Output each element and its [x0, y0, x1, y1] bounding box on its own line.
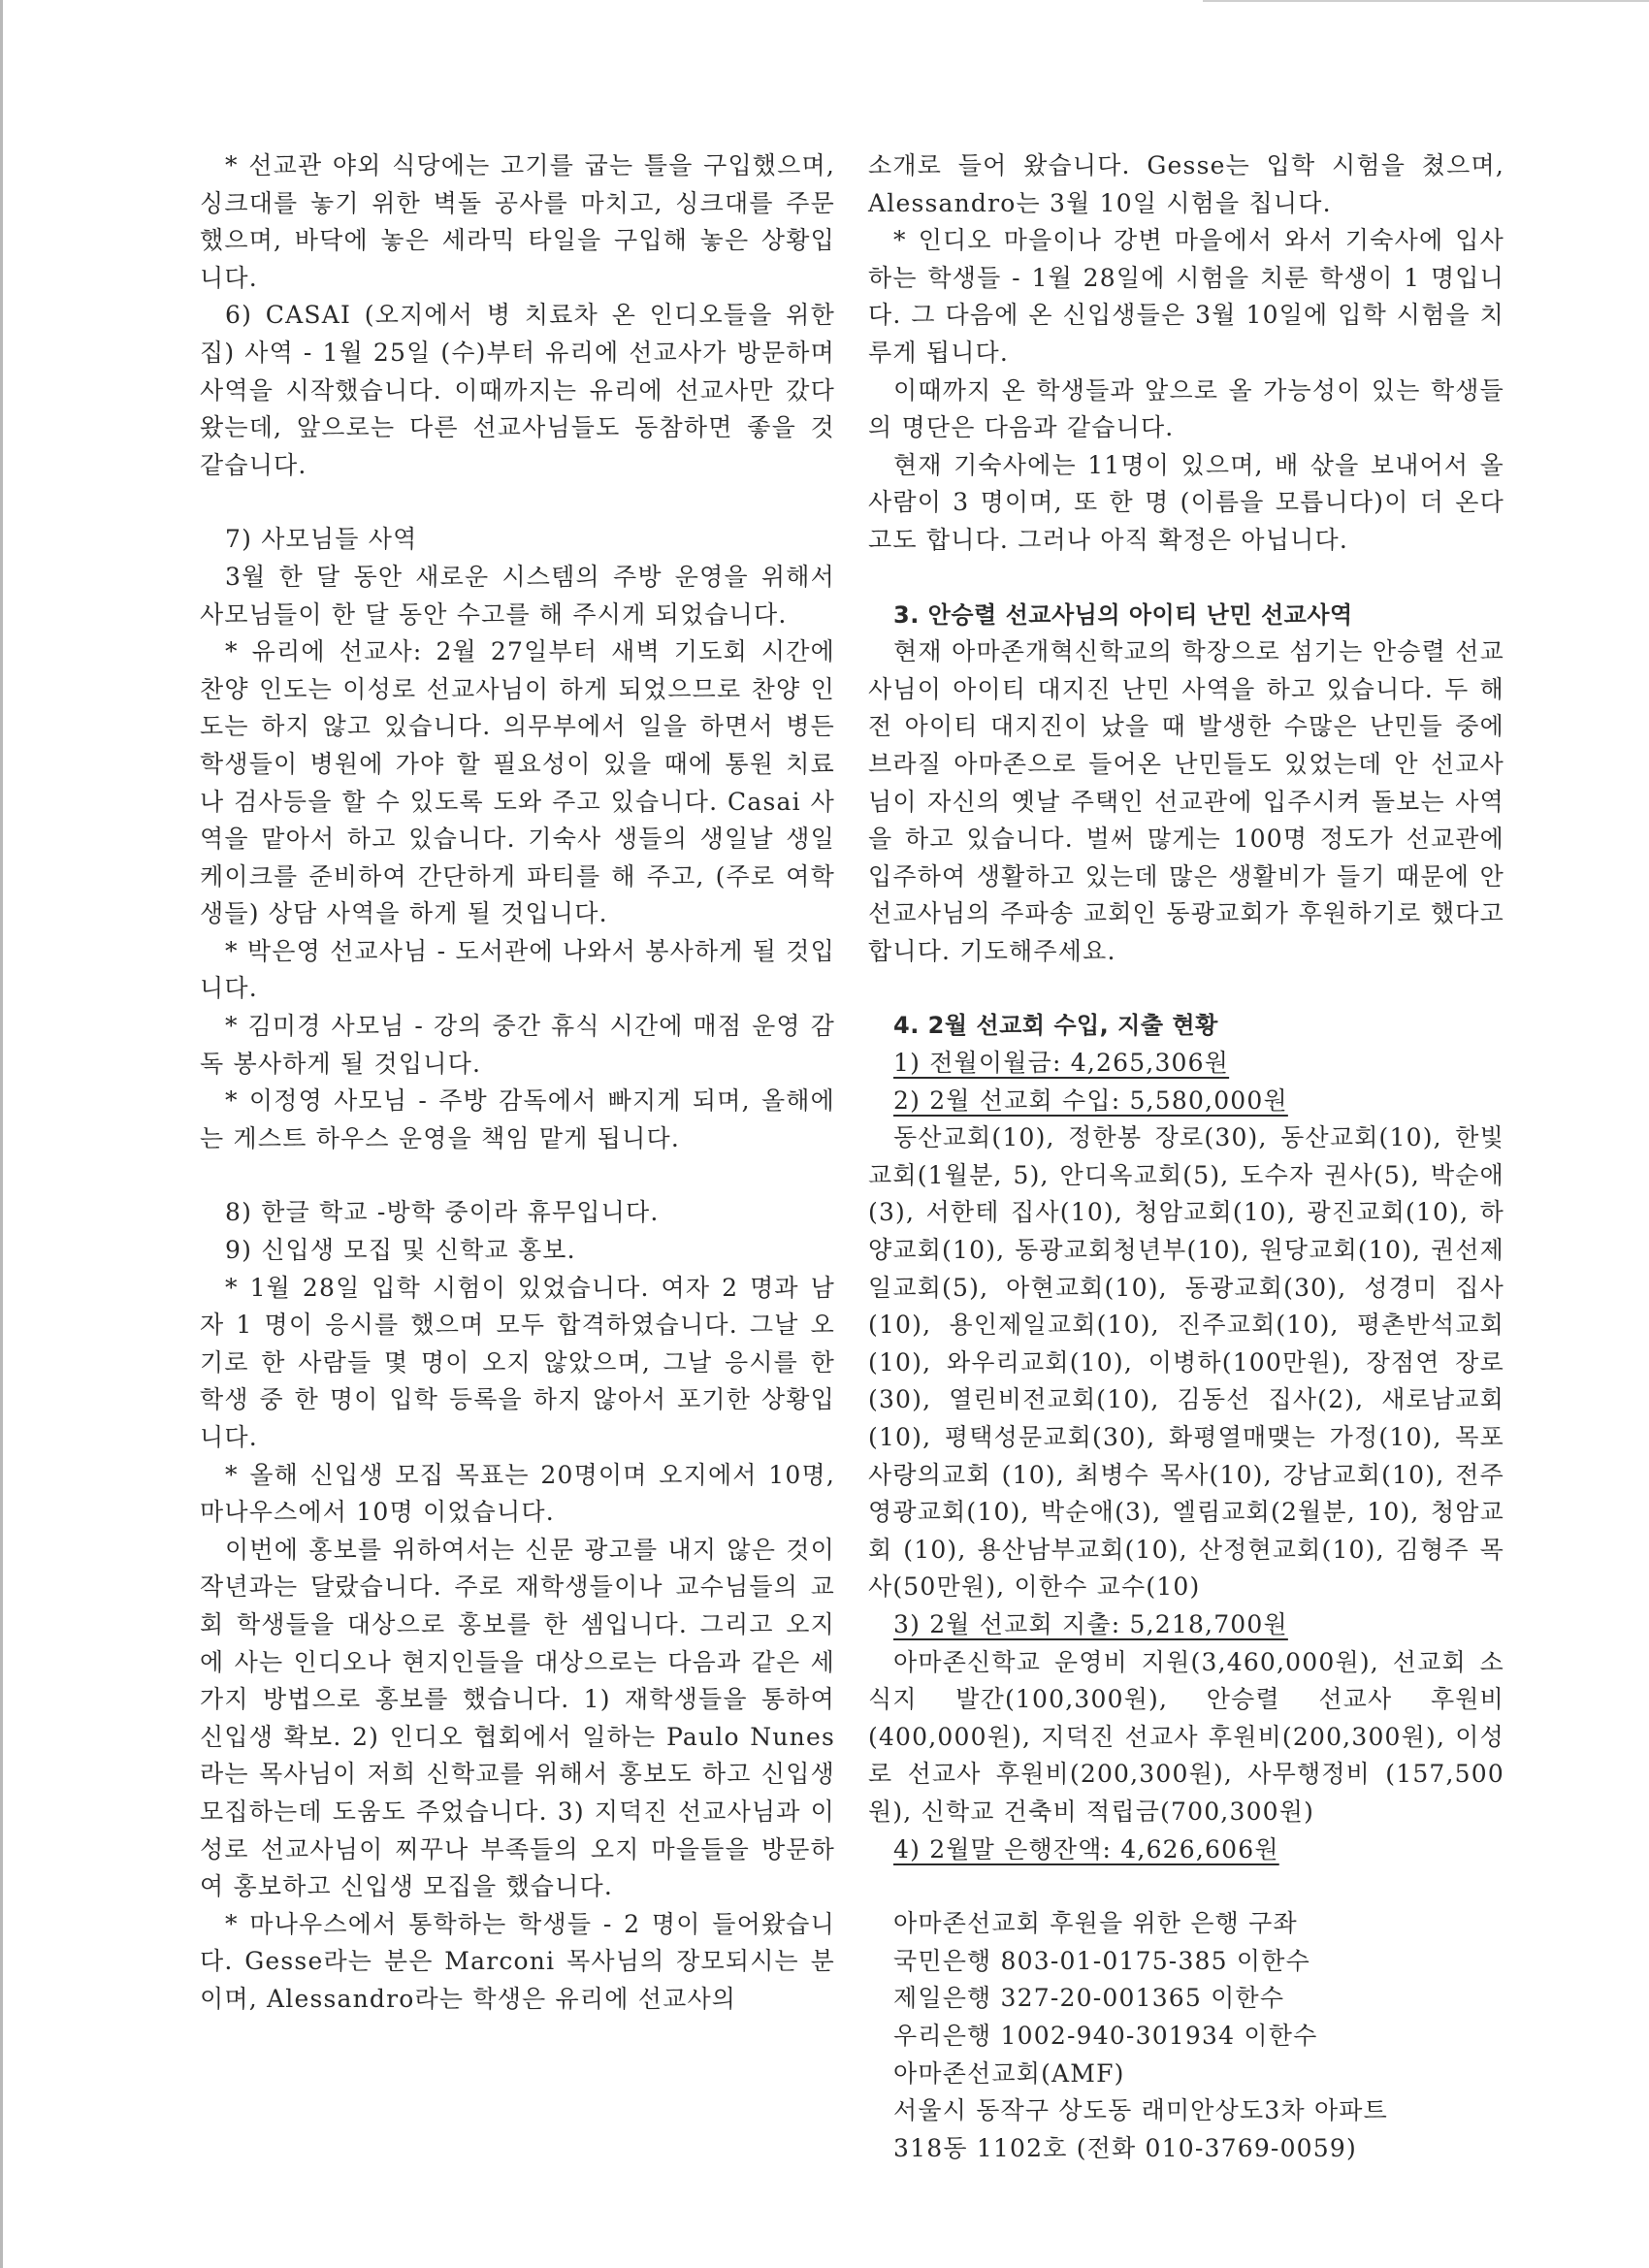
paragraph-kim: * 김미경 사모님 - 강의 중간 휴식 시간에 매점 운영 감독 봉사하게 될 것입니다. [200, 1012, 835, 1078]
finance-expense [868, 1606, 1504, 1644]
paragraph-current-students: 현재 기숙사에는 11명이 있으며, 배 삯을 보내어서 올 사람이 3 명이며, 또 한 명 (이름을 모릅니다)이 더 온다고도 합니다. 그러나 아직 확정은 아닙니다. [868, 450, 1504, 554]
heading-recruitment: 9) 신입생 모집 및 신학교 홍보. [225, 1236, 576, 1265]
paragraph-haiti: 현재 아마존개혁신학교의 학장으로 섬기는 안승렬 선교사님이 아이티 대지진 난민 사역을 하고 있습니다. 두 해 전 아이티 대지진이 났을 때 발생한 수많은 난민들 중에 브라질 아마존으로 들어온 난민들도 있었는데 안 선교사님이 자신의 옛날 주택인 선교관에 입주시켜 돌보는 사역을 하고 있습니다. 벌써 많게는 100명 정도가 선교관에 입주하여 생활하고 있는데 많은 생활비가 들기 때문에 안 선교사님의 주파송 교회인 동광교회가 후원하기로 했다고 합니다. 기도해주세요. [868, 637, 1504, 965]
organization-name: 아마존선교회(AMF) [893, 2058, 1125, 2088]
paragraph-manaus-continued: 소개로 들어 왔습니다. Gesse는 입학 시험을 쳤으며, Alessandro는 3월 10일 시험을 칩니다. [868, 151, 1504, 217]
bank-title: 아마존선교회 후원을 위한 은행 구좌 [893, 1909, 1298, 1938]
heading-hangul-school: 8) 한글 학교 -방학 중이라 휴무입니다. [225, 1198, 660, 1227]
finance-income-detail: 동산교회(10), 정한봉 장로(30), 동산교회(10), 한빛교회(1월분, 5), 안디옥교회(5), 도수자 권사(5), 박순애(3), 서한테 집사(10), 청암교회(10), 광진교회(10), 하양교회(10), 동광교회청년부(10), 원당교회(10), 권선제일교회(5), 아현교회(10), 동광교회(30), 성경미 집사(10), 용인제일교회(10), 진주교회(10), 평촌반석교회(10), 와우리교회(10), 이병하(100만원), 장점연 장로(30), 열린비전교회(10), 김동선 집사(2), 새로남교회(10), 평택성문교회(30), 화평열매맺는 가정(10), 목포 사랑의교회 (10), 최병수 목사(10), 강남교회(10), 전주영광교회(10), 박순애(3), 엘림교회(2월분, 10), 청암교회 (10), 용산남부교회(10), 산정현교회(10), 김형주 목사(50만원), 이한수 교수(10) [868, 1123, 1504, 1602]
heading-haiti-ministry: 3. 안승렬 선교사님의 아이티 난민 선교사역 [893, 600, 1353, 629]
paragraph-yurie: * 유리에 선교사: 2월 27일부터 새벽 기도회 시간에 찬양 인도는 이성로 선교사님이 하게 되었으므로 찬양 인도는 하지 않고 있습니다. 의무부에서 일을 하면서 병든 학생들이 병원에 가야 할 필요성이 있을 때에 통원 치료나 검사등을 할 수 있도록 도와 주고 있습니다. Casai 사역을 맡아서 하고 있습니다. 기숙사 생들의 생일날 생일 케이크를 준비하여 간단하게 파티를 해 주고, (주로 여학생들) 상담 사역을 하게 될 것입니다. [200, 637, 835, 928]
finance-carryover [868, 1045, 1504, 1083]
paragraph-park: * 박은영 선교사님 - 도서관에 나와서 봉사하게 될 것입니다. [200, 936, 835, 1003]
address-line-2: 318동 1102호 (전화 010-3769-0059) [893, 2133, 1357, 2162]
finance-carryover-label: 1) 전월이월금: 4,265,306원 [893, 1049, 1230, 1078]
finance-balance [868, 1831, 1504, 1869]
right-column [868, 147, 1504, 2167]
paragraph-student-list: 이때까지 온 학생들과 앞으로 올 가능성이 있는 학생들의 명단은 다음과 같습니다. [868, 375, 1504, 442]
address-line-1: 서울시 동작구 상도동 래미안상도3차 아파트 [893, 2096, 1388, 2125]
paragraph-dorm: * 인디오 마을이나 강변 마을에서 와서 기숙사에 입사하는 학생들 - 1월 28일에 시험을 치룬 학생이 1 명입니다. 그 다음에 온 신입생들은 3월 10일에 입학 시험을 치루게 됩니다. [868, 226, 1504, 367]
paragraph-exam: * 1월 28일 입학 시험이 있었습니다. 여자 2 명과 남자 1 명이 응시를 했으며 모두 합격하였습니다. 그날 오기로 한 사람들 몇 명이 오지 않았으며, 그날 응시를 한 학생 중 한 명이 입학 등록을 하지 않아서 포기한 상황입니다. [200, 1273, 835, 1451]
finance-income-label: 2) 2월 선교회 수입: 5,580,000원 [893, 1085, 1288, 1115]
finance-expense-detail: 아마존신학교 운영비 지원(3,460,000원), 선교회 소식지 발간(100,300원), 안승렬 선교사 후원비 (400,000원), 지덕진 선교사 후원비(200,300원), 이성로 선교사 후원비(200,300원), 사무행정비 (157,500원), 신학교 건축비 적립금(700,300원) [868, 1647, 1504, 1826]
heading-finance: 4. 2월 선교회 수입, 지출 현황 [893, 1012, 1218, 1040]
bank-account-woori: 우리은행 1002-940-301934 이한수 [893, 2021, 1318, 2050]
paragraph-wives-intro: 3월 한 달 동안 새로운 시스템의 주방 운영을 위해서 사모님들이 한 달 동안 수고를 해 주시게 되었습니다. [200, 562, 835, 629]
paragraph-kitchen: * 선교관 야외 식당에는 고기를 굽는 틀을 구입했으며, 싱크대를 놓기 위한 벽돌 공사를 마치고, 싱크대를 주문했으며, 바닥에 놓은 세라믹 타일을 구입해 놓은 상황입니다. [200, 151, 835, 292]
bank-account-kookmin: 국민은행 803-01-0175-385 이한수 [893, 1946, 1310, 1975]
finance-balance-label: 4) 2월말 은행잔액: 4,626,606원 [893, 1834, 1279, 1863]
paragraph-casai: 6) CASAI (오지에서 병 치료차 온 인디오들을 위한 집) 사역 - 1월 25일 (수)부터 유리에 선교사가 방문하며 사역을 시작했습니다. 이때까지는 유리에 선교사만 갔다 왔는데, 앞으로는 다른 선교사님들도 동참하면 좋을 것 같습니다. [200, 301, 835, 479]
heading-wives-ministry: 7) 사모님들 사역 [225, 525, 418, 554]
paragraph-promotion: 이번에 홍보를 위하여서는 신문 광고를 내지 않은 것이 작년과는 달랐습니다. 주로 재학생들이나 교수님들의 교회 학생들을 대상으로 홍보를 한 셈입니다. 그리고 오지에 사는 인디오나 현지인들을 대상으로는 다음과 같은 세 가지 방법으로 홍보를 했습니다. 1) 재학생들을 통하여 신입생 확보. 2) 인디오 협회에서 일하는 Paulo Nunes라는 목사님이 저희 신학교를 위해서 홍보도 하고 신입생 모집하는데 도움도 주었습니다. 3) 지덕진 선교사님과 이성로 선교사님이 찌꾸나 부족들의 오지 마을들을 방문하여 홍보하고 신입생 모집을 했습니다. [200, 1535, 835, 1901]
bank-account-jeil: 제일은행 327-20-001365 이한수 [893, 1984, 1285, 2013]
finance-expense-label: 3) 2월 선교회 지출: 5,218,700원 [893, 1609, 1288, 1638]
scan-top-edge [1203, 0, 1649, 2]
left-column [200, 147, 835, 2019]
paragraph-goal: * 올해 신입생 모집 목표는 20명이며 오지에서 10명, 마나우스에서 10명 이었습니다. [200, 1460, 835, 1527]
paragraph-manaus: * 마나우스에서 통학하는 학생들 - 2 명이 들어왔습니다. Gesse라는 분은 Marconi 목사님의 장모되시는 분이며, Alessandro라는 학생은 유리에 선교사의 [200, 1909, 835, 2013]
finance-income [868, 1083, 1504, 1120]
paragraph-lee: * 이정영 사모님 - 주방 감독에서 빠지게 되며, 올해에는 게스트 하우스 운영을 책임 맡게 됩니다. [200, 1086, 835, 1152]
scan-edge [0, 0, 3, 2268]
